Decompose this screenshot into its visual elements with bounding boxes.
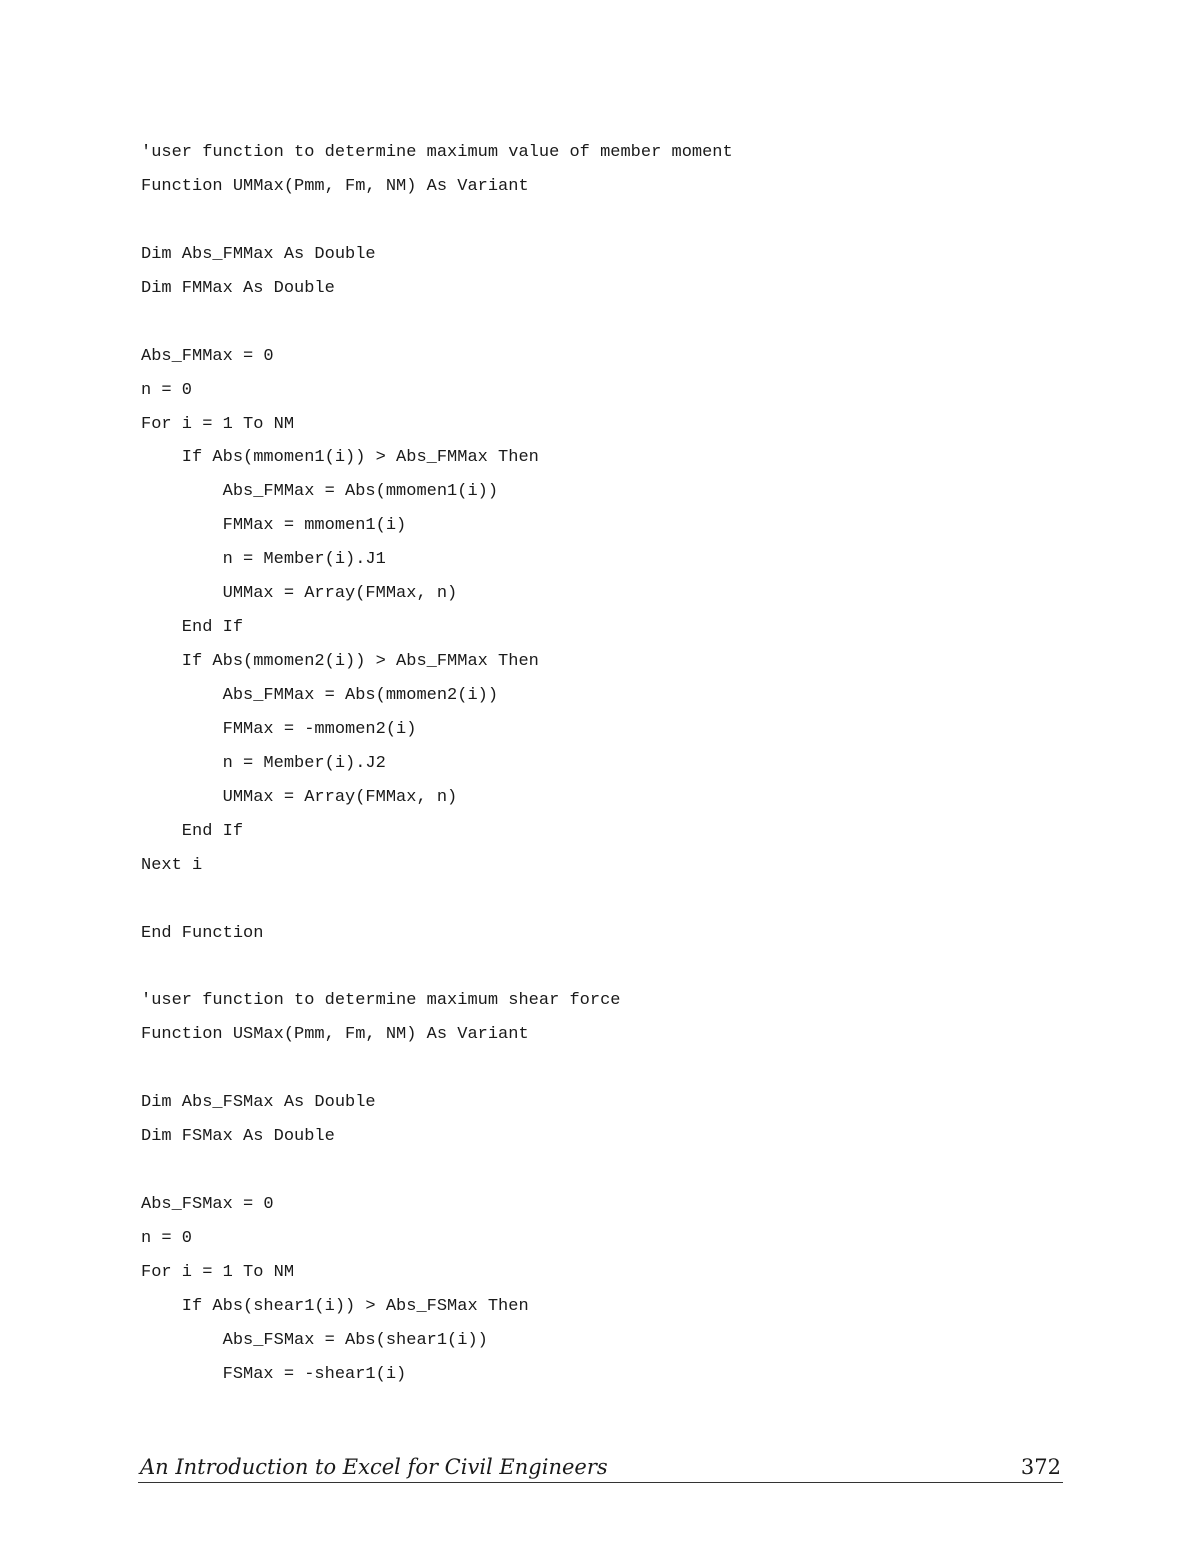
code-line: If Abs(shear1(i)) > Abs_FSMax Then <box>141 1296 529 1316</box>
code-line: FSMax = -shear1(i) <box>141 1364 407 1384</box>
page-number: 372 <box>1020 1455 1061 1479</box>
code-line: End Function <box>141 923 264 943</box>
code-line: Function UMMax(Pmm, Fm, NM) As Variant <box>141 176 529 196</box>
code-line: n = Member(i).J1 <box>141 550 386 570</box>
code-line: For i = 1 To NM <box>141 1262 295 1282</box>
code-line: n = 0 <box>141 380 193 400</box>
code-line: If Abs(mmomen1(i)) > Abs_FMMax Then <box>141 448 539 468</box>
code-line: 'user function to determine maximum value of member moment <box>141 143 733 162</box>
code-line: Abs_FSMax = Abs(shear1(i)) <box>141 1330 488 1350</box>
code-line: End If <box>141 821 244 841</box>
blank-line <box>141 204 1071 238</box>
code-line: Abs_FMMax = Abs(mmomen1(i)) <box>141 482 499 502</box>
code-line: Abs_FSMax = 0 <box>141 1195 274 1215</box>
blank-line <box>141 951 1071 985</box>
code-line: 'user function to determine maximum shear force <box>141 991 621 1011</box>
code-line: Next i <box>141 855 203 875</box>
code-line: Dim FMMax As Double <box>141 278 335 298</box>
code-line: n = Member(i).J2 <box>141 753 386 773</box>
code-line: Abs_FMMax = Abs(mmomen2(i)) <box>141 686 499 705</box>
code-listing <box>141 136 1071 1392</box>
blank-line <box>141 1154 1071 1188</box>
code-line: n = 0 <box>141 1229 193 1248</box>
code-line: Dim FSMax As Double <box>141 1127 335 1147</box>
code-line: UMMax = Array(FMMax, n) <box>141 584 458 604</box>
code-line: Function USMax(Pmm, Fm, NM) As Variant <box>141 1025 529 1045</box>
code-line: If Abs(mmomen2(i)) > Abs_FMMax Then <box>141 652 539 672</box>
book-title: An Introduction to Excel for Civil Engineers <box>140 1455 608 1479</box>
blank-line <box>141 1052 1071 1086</box>
code-line: Abs_FMMax = 0 <box>141 346 274 366</box>
code-line: FMMax = -mmomen2(i) <box>141 719 417 739</box>
page-footer <box>138 1452 1063 1483</box>
blank-line <box>141 883 1071 917</box>
code-line: UMMax = Array(FMMax, n) <box>141 787 458 807</box>
code-line: Dim Abs_FSMax As Double <box>141 1093 376 1113</box>
blank-line <box>141 306 1071 340</box>
code-line: For i = 1 To NM <box>141 414 295 434</box>
code-line: Dim Abs_FMMax As Double <box>141 244 376 264</box>
code-line: End If <box>141 618 244 638</box>
code-line: FMMax = mmomen1(i) <box>141 516 407 536</box>
